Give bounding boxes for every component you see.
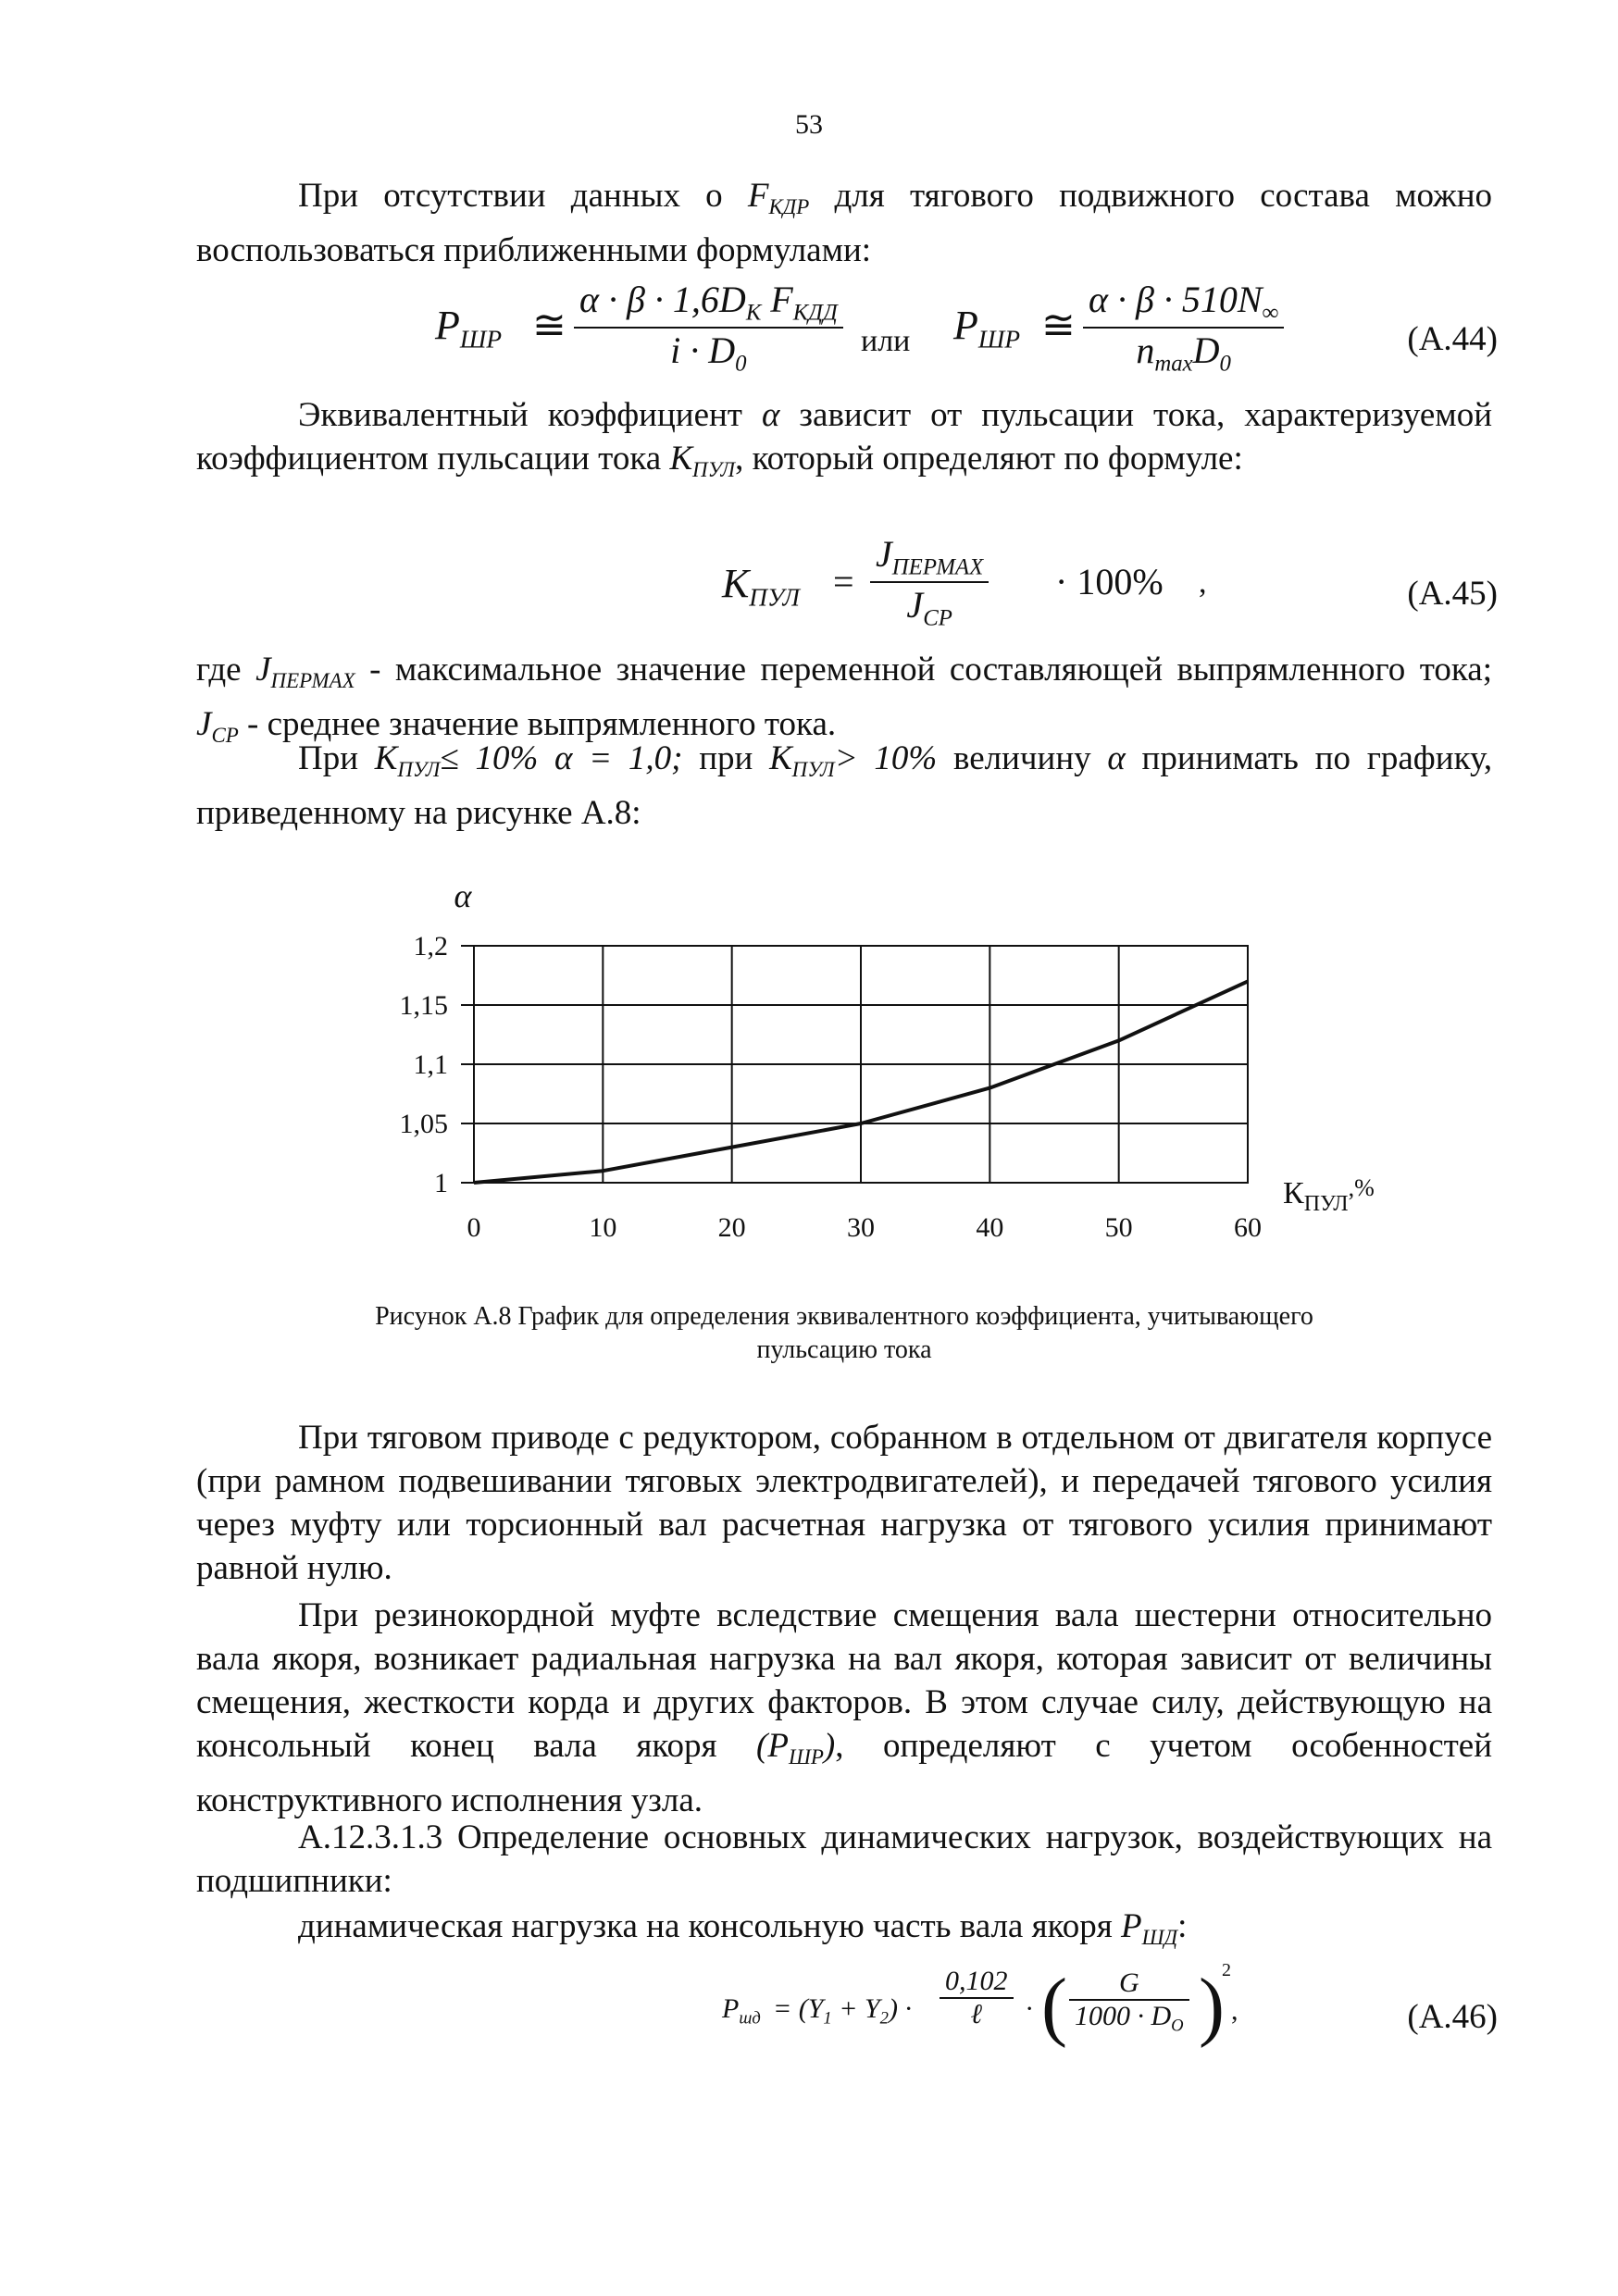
x-axis-label: $К_{ПУЛ}^{,\%}$ [1283,1174,1375,1216]
caption-line-1: Рисунок А.8 График для определения эквивалентного коэффициента, учитывающего [375,1302,1313,1331]
x-tick-label: 0 [467,1212,481,1243]
paragraph-definitions: где $J_{ПЕРМАХ}$ - максимальное значение переменной составляющей выпрямленного тока; $J_{СР}$ - среднее значение выпрямленного тока. [196,651,1493,748]
equation-a45: $К_{ПУЛ}$ = $J_{ПЕРМАХ}$ $J_{СР}$ · 100% , [722,533,1207,631]
paragraph-intro: При отсутствии данных о $F_{КДР}$ для тягового подвижного состава можно воспользоваться приближенными формулами: [196,177,1492,270]
paragraph-dynamic-load: динамическая нагрузка на консольную часть вала якоря $P_{ШД}$: [298,1907,1188,1950]
x-tick-label: 60 [1234,1212,1262,1243]
paragraph-gear-drive: При тяговом приводе с редуктором, собранном в отдельном от двигателя корпусе (при рамном подвешивании тяговых электродвигателей), и передачей тягового усилия через муфту или торсионный вал расчетная нагрузка от тягового усилия принимают равной нулю. [196,1419,1492,1587]
x-tick-label: 40 [976,1212,1004,1243]
x-tick-label: 20 [717,1212,746,1243]
y-tick-label: 1,05 [399,1109,448,1139]
x-tick-label: 50 [1104,1212,1133,1243]
y-tick-label: 1,2 [413,931,448,962]
y-tick-label: 1,1 [413,1049,448,1080]
y-tick-label: 1 [434,1168,448,1198]
paragraph-condition: При $К_{ПУЛ}\le 10\%$ α = 1,0; при $К_{ПУЛ}> 10\%$ величину α принимать по графику, приведенному на рисунке А.8: [196,739,1493,833]
y-tick-label: 1,15 [399,990,448,1021]
x-tick-label: 30 [847,1212,875,1243]
page-number: 53 [795,109,823,140]
equation-number-a44: (А.44) [1407,320,1498,358]
paragraph-alpha: Эквивалентный коэффициент α зависит от пульсации тока, характеризуемой коэффициентом пульсации тока $К_{ПУЛ}$, который определяют по формуле: [196,396,1493,482]
equation-a44: $P_{ШР}$ ≅ $\alpha \cdot \beta \cdot 1,6D_К$ $F_{КДД}$ $i \cdot D_0$ или $P_{ШР}$ ≅ $\alpha \cdot \beta \cdot 510N_\infty$ $n_{max}D_0$ [435,278,1361,379]
paragraph-rubber-coupling: При резинокордной муфте вследствие смещения вала шестерни относительно вала якоря, возникает радиальная нагрузка на вал якоря, которая зависит от величины смещения, жесткости корда и других факторов. В этом случае силу, действующую на консольный конец вала якоря $(P_{ШР})$, определяют с учетом особенностей конструктивного исполнения узла. [196,1596,1493,1820]
y-axis-label: α [454,877,472,914]
equation-number-a46: (А.46) [1407,1998,1498,2036]
equation-number-a45: (А.45) [1407,575,1498,613]
x-tick-label: 10 [589,1212,617,1243]
caption-line-2: пульсацию тока [756,1335,932,1364]
equation-a46: $P_{шд}$ = $(Y_1 + Y_2)$ · 0,102 ℓ · ( G $1000 \cdot D_О$ ) 2 , [722,1960,1238,2049]
paragraph-section-a12313: А.12.3.1.3 Определение основных динамических нагрузок, воздействующих на подшипники: [196,1818,1492,1900]
figure-caption [196,1300,1492,1367]
